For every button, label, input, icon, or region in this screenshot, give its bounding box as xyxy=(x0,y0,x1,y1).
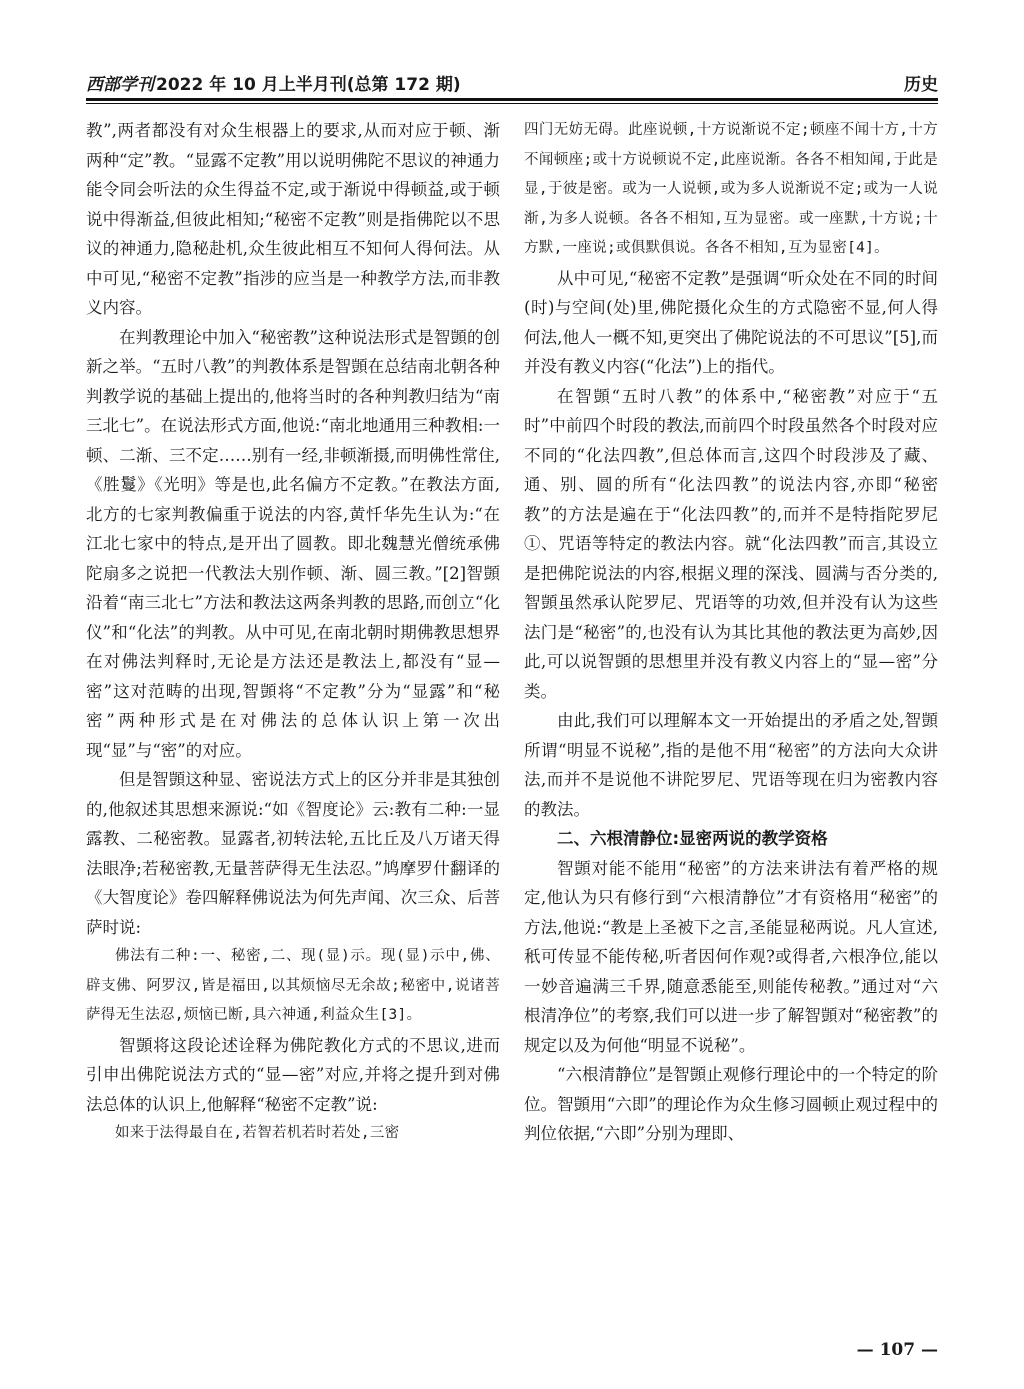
journal-logo: 西部学刊 xyxy=(86,75,154,95)
page-number: — 107 — xyxy=(856,1340,938,1360)
block-quote: 四门无妨无碍。此座说顿,十方说渐说不定;顿座不闻十方,十方不闻顿座;或十方说顿说不定,此座说渐。各各不相知闻,于此是显,于彼是密。或为一人说顿,或为多人说渐说不定;或为一人说渐,为多人说顿。各各不相知,互为显密。或一座默,十方说;十方默,一座说;或俱默俱说。各各不相知,互为显密[4]。 xyxy=(524,122,938,256)
body-paragraph: 智顗对能不能用“秘密”的方法来讲法有着严格的规定,他认为只有修行到“六根清静位”才有资格用“秘密”的方法,他说:“教是上圣被下之言,圣能显秘两说。凡人宣述,秖可传显不能传秘,听者因何作观?或得者,六根净位,能以一妙音遍满三千界,随意悉能至,则能传秘教。”通过对“六根清净位”的考察,我们可以进一步了解智顗对“秘密教”的规定以及为何他“明显不说秘”。 xyxy=(524,858,938,1055)
body-paragraph: 智顗将这段论述诠释为佛陀教化方式的不思议,进而引申出佛陀说法方式的“显—密”对应,并将之提升到对佛法总体的认识上,他解释“秘密不定教”说: xyxy=(86,1035,500,1114)
issue-info: 2022 年 10 月上半月刊(总第 172 期) xyxy=(156,75,461,95)
section-label: 历史 xyxy=(904,75,938,95)
body-paragraph: 教”,两者都没有对众生根器上的要求,从而对应于顿、渐两种“定”教。“显露不定教”用以说明佛陀不思议的神通力能令同会听法的众生得益不定,或于渐说中得顿益,或于顿说中得渐益,但彼此相知;“秘密不定教”则是指佛陀以不思议的神通力,隐秘赴机,众生彼此相互不知何人得何法。从中可见,“秘密不定教”指涉的应当是一种教学方法,而非教义内容。 xyxy=(86,121,500,317)
body-paragraph: 在智顗“五时八教”的体系中,“秘密教”对应于“五时”中前四个时段的教法,而前四个时段虽然各个时段对应不同的“化法四教”,但总体而言,这四个时段涉及了藏、通、别、圆的所有“化法四教”的说法内容,亦即“秘密教”的方法是遍在于“化法四教”的,而并不是特指陀罗尼①、咒语等特定的教法内容。就“化法四教”而言,其设立是把佛陀说法的内容,根据义理的深浅、圆满与否分类的,智顗虽然承认陀罗尼、咒语等的功效,但并没有认为这些法门是“秘密”的,也没有认为其比其他的教法更为高妙,因此,可以说智顗的思想里并没有教义内容上的“显—密”分类。 xyxy=(524,386,938,701)
right-column xyxy=(524,116,938,1316)
section-heading: 二、六根清静位:显密两说的教学资格 xyxy=(557,829,828,848)
body-paragraph: 由此,我们可以理解本文一开始提出的矛盾之处,智顗所谓“明显不说秘”,指的是他不用“秘密”的方法向大众讲法,而并不是说他不讲陀罗尼、咒语等现在归为密教内容的教法。 xyxy=(524,711,938,819)
header-rule-thick xyxy=(86,98,938,101)
left-column xyxy=(86,116,500,1316)
block-quote: 如来于法得最自在,若智若机若时若处,三密 xyxy=(115,1125,400,1141)
header-rule-thin xyxy=(86,103,938,104)
body-paragraph: 在判教理论中加入“秘密教”这种说法形式是智顗的创新之举。“五时八教”的判教体系是智顗在总结南北朝各种判教学说的基础上提出的,他将当时的各种判教归结为“南三北七”。在说法形式方面,他说:“南北地通用三种教相:一顿、二渐、三不定……别有一经,非顿渐摄,而明佛性常住,《胜鬘》《光明》等是也,此名偏方不定教。”在教法方面,北方的七家判教偏重于说法的内容,黄忏华先生认为:“在江北七家中的特点,是开出了圆教。即北魏慧光僧统承佛陀扇多之说把一代教法大别作顿、渐、圆三教。”[2]智顗沿着“南三北七”方法和教法这两条判教的思路,而创立“化仪”和“化法”的判教。从中可见,在南北朝时期佛教思想界在对佛法判释时,无论是方法还是教法上,都没有“显—密”这对范畴的出现,智顗将“不定教”分为“显露”和“秘密”两种形式是在对佛法的总体认识上第一次出现“显”与“密”的对应。 xyxy=(86,327,500,760)
body-paragraph: 从中可见,“秘密不定教”是强调“听众处在不同的时间(时)与空间(处)里,佛陀摄化众生的方式隐密不显,何人得何法,他人一概不知,更突出了佛陀说法的不可思议”[5],而并没有教义内容(“化法”)上的指代。 xyxy=(524,268,938,376)
running-header xyxy=(86,66,938,96)
body-paragraph: 但是智顗这种显、密说法方式上的区分并非是其独创的,他叙述其思想来源说:“如《智度论》云:教有二种:一显露教、二秘密教。显露者,初转法轮,五比丘及八万诸天得法眼净;若秘密教,无量菩萨得无生法忍。”鸠摩罗什翻译的《大智度论》卷四解释佛说法为何先声闻、次三众、后菩萨时说: xyxy=(86,770,500,937)
journal-issue-line xyxy=(86,70,461,95)
body-paragraph: “六根清静位”是智顗止观修行理论中的一个特定的阶位。智顗用“六即”的理论作为众生修习圆顿止观过程中的判位依据,“六即”分别为理即、 xyxy=(524,1065,938,1143)
block-quote: 佛法有二种:一、秘密,二、现(显)示。现(显)示中,佛、辟支佛、阿罗汉,皆是福田,以其烦恼尽无余故;秘密中,说诸菩萨得无生法忍,烦恼已断,具六神通,利益众生[3]。 xyxy=(86,948,500,1023)
